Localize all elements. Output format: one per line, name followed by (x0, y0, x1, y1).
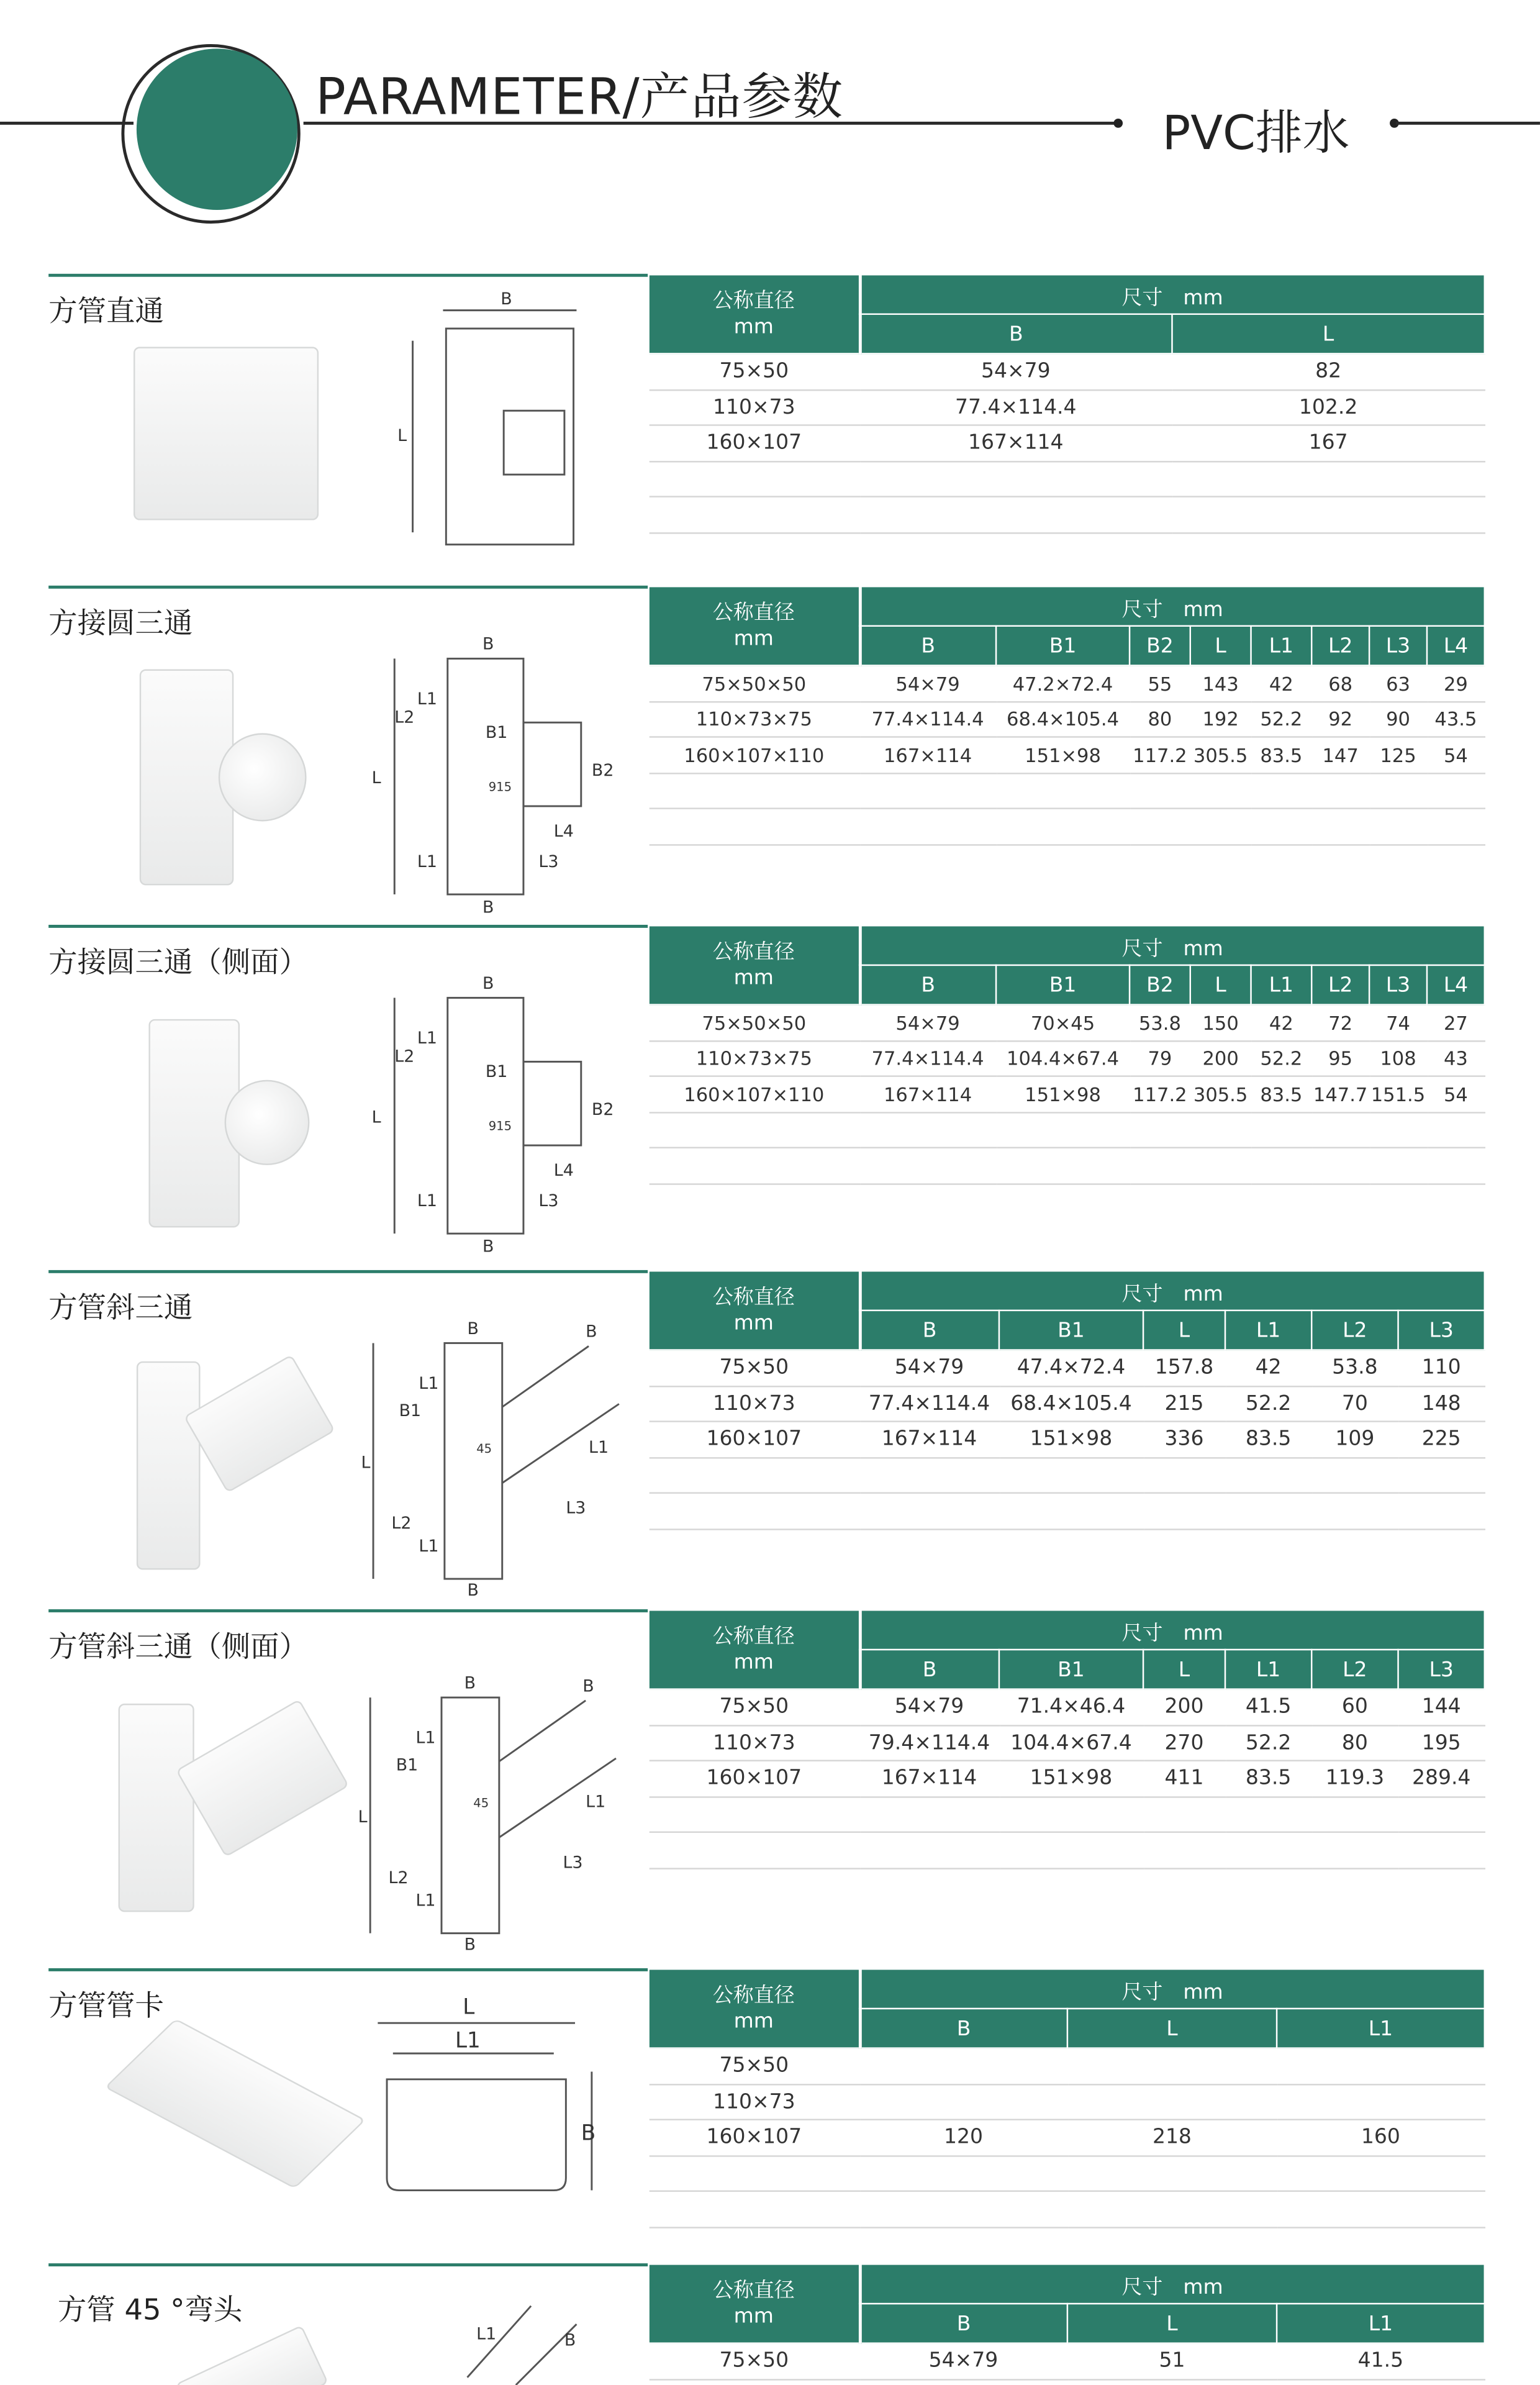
table-row-empty (649, 1493, 1485, 1529)
technical-drawing (397, 289, 595, 561)
svg-text:L1: L1 (415, 1891, 436, 1910)
section-rule (48, 1270, 648, 1273)
page-title: PARAMETER/产品参数 (315, 66, 844, 127)
svg-text:L1: L1 (417, 1191, 437, 1211)
table-row: 75×50 54×79 47.4×72.4 157.8 42 53.8 110 (649, 1350, 1485, 1386)
col-header: L1 (1225, 1311, 1311, 1350)
svg-text:L1: L1 (415, 1728, 436, 1748)
nominal-diameter-header: 公称直径 mm (649, 586, 860, 665)
technical-drawing (455, 2294, 607, 2385)
table-row-empty (649, 809, 1485, 845)
table-row-empty (649, 2155, 1485, 2191)
nominal-diameter-header: 公称直径 mm (649, 1969, 860, 2048)
col-header: B2 (1130, 626, 1190, 666)
svg-text:B2: B2 (591, 760, 614, 780)
svg-text:45: 45 (476, 1441, 492, 1456)
table-row-empty (649, 1796, 1485, 1832)
table-row: 110×73 77.4×114.4 102.2 (649, 389, 1485, 425)
col-header: B (859, 314, 1172, 354)
table-row: 110×73 77.4×114.4 68.4×105.4 215 52.2 70 148 (649, 1386, 1485, 1422)
size-header: 尺寸 mm (859, 586, 1485, 626)
svg-text:B1: B1 (396, 1755, 419, 1775)
svg-text:B: B (464, 1673, 476, 1693)
svg-text:L1: L1 (417, 1028, 437, 1048)
svg-text:L4: L4 (553, 821, 574, 841)
col-header: L2 (1311, 1650, 1398, 1689)
table-row: 75×50 (649, 2048, 1485, 2084)
svg-text:L3: L3 (538, 1191, 559, 1211)
section-title: 方管斜三通 (48, 1291, 193, 1325)
svg-text:L2: L2 (391, 1514, 412, 1533)
col-header: B (859, 1311, 999, 1350)
svg-text:L2: L2 (394, 707, 415, 727)
svg-text:B: B (482, 634, 494, 654)
table-row: 110×73 (649, 2084, 1485, 2120)
section-title: 方管 45 °弯头 (57, 2294, 243, 2327)
col-header: B1 (996, 965, 1130, 1005)
nominal-diameter-header: 公称直径 mm (649, 1610, 860, 1689)
section-title: 方管直通 (48, 295, 164, 329)
table-row-empty (649, 497, 1485, 533)
table-row-empty (649, 1112, 1485, 1148)
svg-text:L: L (358, 1807, 368, 1827)
svg-text:L1: L1 (455, 2028, 481, 2053)
table-row: 160×107×110 167×114 151×98 117.2 305.5 83.5 147 125 54 (649, 737, 1485, 773)
svg-text:B: B (482, 897, 494, 917)
technical-drawing (372, 1996, 615, 2215)
svg-text:L3: L3 (538, 852, 559, 871)
svg-text:B: B (467, 1319, 479, 1338)
section-rule (48, 2263, 648, 2266)
col-header: B1 (999, 1650, 1143, 1689)
svg-text:B: B (586, 1322, 597, 1342)
svg-text:L3: L3 (566, 1498, 586, 1518)
col-header: L4 (1427, 965, 1485, 1005)
col-header: L3 (1398, 1650, 1485, 1689)
svg-text:915: 915 (488, 779, 512, 794)
svg-text:L3: L3 (563, 1853, 583, 1873)
table-row-empty (649, 1832, 1485, 1868)
table-row: 110×73×75 77.4×114.4 104.4×67.4 79 200 52.2 95 108 43 (649, 1040, 1485, 1076)
col-header: L (1190, 965, 1251, 1005)
table-row: 75×50×50 54×79 47.2×72.4 55 143 42 68 63 29 (649, 665, 1485, 701)
svg-text:L2: L2 (394, 1047, 415, 1066)
table-row: 160×107 120 218 160 (649, 2120, 1485, 2156)
col-header: B2 (1130, 965, 1190, 1005)
svg-text:L: L (361, 1453, 371, 1473)
col-header: L1 (1225, 1650, 1311, 1689)
svg-text:L: L (371, 1107, 381, 1127)
spec-table (648, 2263, 1485, 2379)
svg-text:L1: L1 (417, 689, 437, 709)
nominal-diameter-header: 公称直径 mm (649, 2264, 860, 2343)
table-row-empty (649, 461, 1485, 497)
svg-text:L1: L1 (417, 852, 437, 871)
col-header: B (859, 965, 996, 1005)
table-row-empty (649, 773, 1485, 809)
section-square-round-tee-side (0, 925, 1540, 1263)
svg-text:B2: B2 (591, 1100, 614, 1120)
table-row-empty (649, 1148, 1485, 1184)
section-rule (48, 586, 648, 589)
size-header: 尺寸 mm (859, 1969, 1485, 2009)
col-header: B1 (999, 1311, 1143, 1350)
col-header: B (859, 2304, 1067, 2343)
col-header: L (1143, 1650, 1225, 1689)
table-row: 75×50×50 54×79 70×45 53.8 150 42 72 74 27 (649, 1005, 1485, 1041)
col-header: L3 (1369, 626, 1427, 666)
svg-text:915: 915 (488, 1119, 512, 1133)
section-45-elbow (0, 2263, 1540, 2385)
header-badge-circle (137, 48, 297, 210)
nominal-diameter-header: 公称直径 mm (649, 275, 860, 353)
svg-text:L1: L1 (419, 1373, 439, 1393)
section-rule (48, 925, 648, 928)
size-header: 尺寸 mm (859, 275, 1485, 314)
size-header: 尺寸 mm (859, 1271, 1485, 1311)
table-row: 160×107 167×114 151×98 336 83.5 109 225 (649, 1422, 1485, 1458)
col-header: B (859, 626, 996, 666)
col-header: L1 (1277, 2009, 1485, 2048)
drawing-label-l: L (397, 426, 407, 446)
size-header: 尺寸 mm (859, 1610, 1485, 1650)
spec-table (648, 274, 1485, 534)
col-header: L (1143, 1311, 1225, 1350)
col-header: L (1067, 2009, 1277, 2048)
drawing-label-b: B (500, 289, 512, 309)
section-pipe-clamp (0, 1968, 1540, 2257)
svg-text:B1: B1 (485, 1061, 508, 1081)
section-square-wye-side (0, 1609, 1540, 1959)
svg-text:B: B (464, 1935, 476, 1955)
svg-text:L2: L2 (388, 1868, 409, 1888)
table-row: 160×107 167×114 151×98 411 83.5 119.3 289.4 (649, 1761, 1485, 1797)
spec-table (648, 1968, 1485, 2228)
svg-text:L: L (463, 1994, 475, 2020)
section-square-wye (0, 1270, 1540, 1602)
col-header: L1 (1251, 965, 1312, 1005)
svg-text:L1: L1 (586, 1792, 606, 1812)
table-row: 75×50 54×79 51 41.5 (649, 2343, 1485, 2379)
svg-text:B: B (482, 1237, 494, 1256)
section-straight-coupling (0, 274, 1540, 578)
section-rule (48, 274, 648, 277)
technical-drawing (364, 631, 622, 926)
header-dot-left (1113, 119, 1123, 128)
spec-table (648, 1609, 1485, 1869)
svg-text:B: B (467, 1580, 479, 1601)
svg-text:L: L (371, 768, 381, 788)
svg-text:B1: B1 (485, 722, 508, 742)
nominal-diameter-header: 公称直径 mm (649, 925, 860, 1004)
col-header: B (859, 2009, 1067, 2048)
table-row: 110×73 79.4×114.4 104.4×67.4 270 52.2 80 195 (649, 1725, 1485, 1761)
table-row: 75×50 54×79 71.4×46.4 200 41.5 60 144 (649, 1689, 1485, 1725)
col-header: L4 (1427, 626, 1485, 666)
section-rule (48, 1609, 648, 1612)
table-row: 160×107×110 167×114 151×98 117.2 305.5 83.5 147.7 151.5 54 (649, 1076, 1485, 1112)
section-title: 方管斜三通（侧面） (48, 1630, 309, 1665)
table-row-empty (649, 2191, 1485, 2227)
table-row: 75×50 54×79 82 (649, 353, 1485, 389)
col-header: L1 (1277, 2304, 1485, 2343)
spec-table (648, 1270, 1485, 1530)
col-header: L2 (1311, 1311, 1398, 1350)
technical-drawing (361, 1315, 635, 1610)
header-rule-right (1396, 122, 1540, 125)
svg-text:B: B (564, 2330, 576, 2350)
col-header: L (1172, 314, 1484, 354)
svg-text:L1: L1 (419, 1536, 439, 1556)
svg-text:L1: L1 (589, 1437, 609, 1457)
table-row: 110×73×75 77.4×114.4 68.4×105.4 80 192 52.2 92 90 43.5 (649, 701, 1485, 737)
size-header: 尺寸 mm (859, 925, 1485, 965)
spec-table (648, 925, 1485, 1184)
svg-text:B: B (581, 2120, 596, 2146)
size-header: 尺寸 mm (859, 2264, 1485, 2304)
section-title: 方接圆三通 (48, 607, 193, 641)
technical-drawing (358, 1670, 632, 1965)
svg-text:45: 45 (473, 1796, 489, 1810)
svg-text:B: B (482, 973, 494, 993)
col-header: L3 (1398, 1311, 1485, 1350)
svg-text:L1: L1 (476, 2324, 497, 2344)
section-title: 方接圆三通（侧面） (48, 946, 309, 980)
nominal-diameter-header: 公称直径 mm (649, 1271, 860, 1350)
header-rule-left (0, 122, 134, 125)
col-header: L (1190, 626, 1251, 666)
col-header: L1 (1251, 626, 1312, 666)
section-title: 方管管卡 (48, 1989, 164, 2024)
col-header: L2 (1311, 965, 1369, 1005)
svg-text:B1: B1 (399, 1401, 422, 1421)
svg-text:B: B (582, 1676, 594, 1696)
section-rule (48, 1968, 648, 1971)
svg-text:L4: L4 (553, 1161, 574, 1181)
section-square-round-tee (0, 586, 1540, 920)
spec-table (648, 586, 1485, 845)
table-row: 160×107 167×114 167 (649, 425, 1485, 461)
col-header: L (1067, 2304, 1277, 2343)
col-header: B1 (996, 626, 1130, 666)
col-header: B (859, 1650, 999, 1689)
col-header: L2 (1311, 626, 1369, 666)
col-header: L3 (1369, 965, 1427, 1005)
technical-drawing (364, 970, 622, 1265)
header-category-label: PVC排水 (1162, 106, 1350, 161)
table-row-empty (649, 1457, 1485, 1493)
